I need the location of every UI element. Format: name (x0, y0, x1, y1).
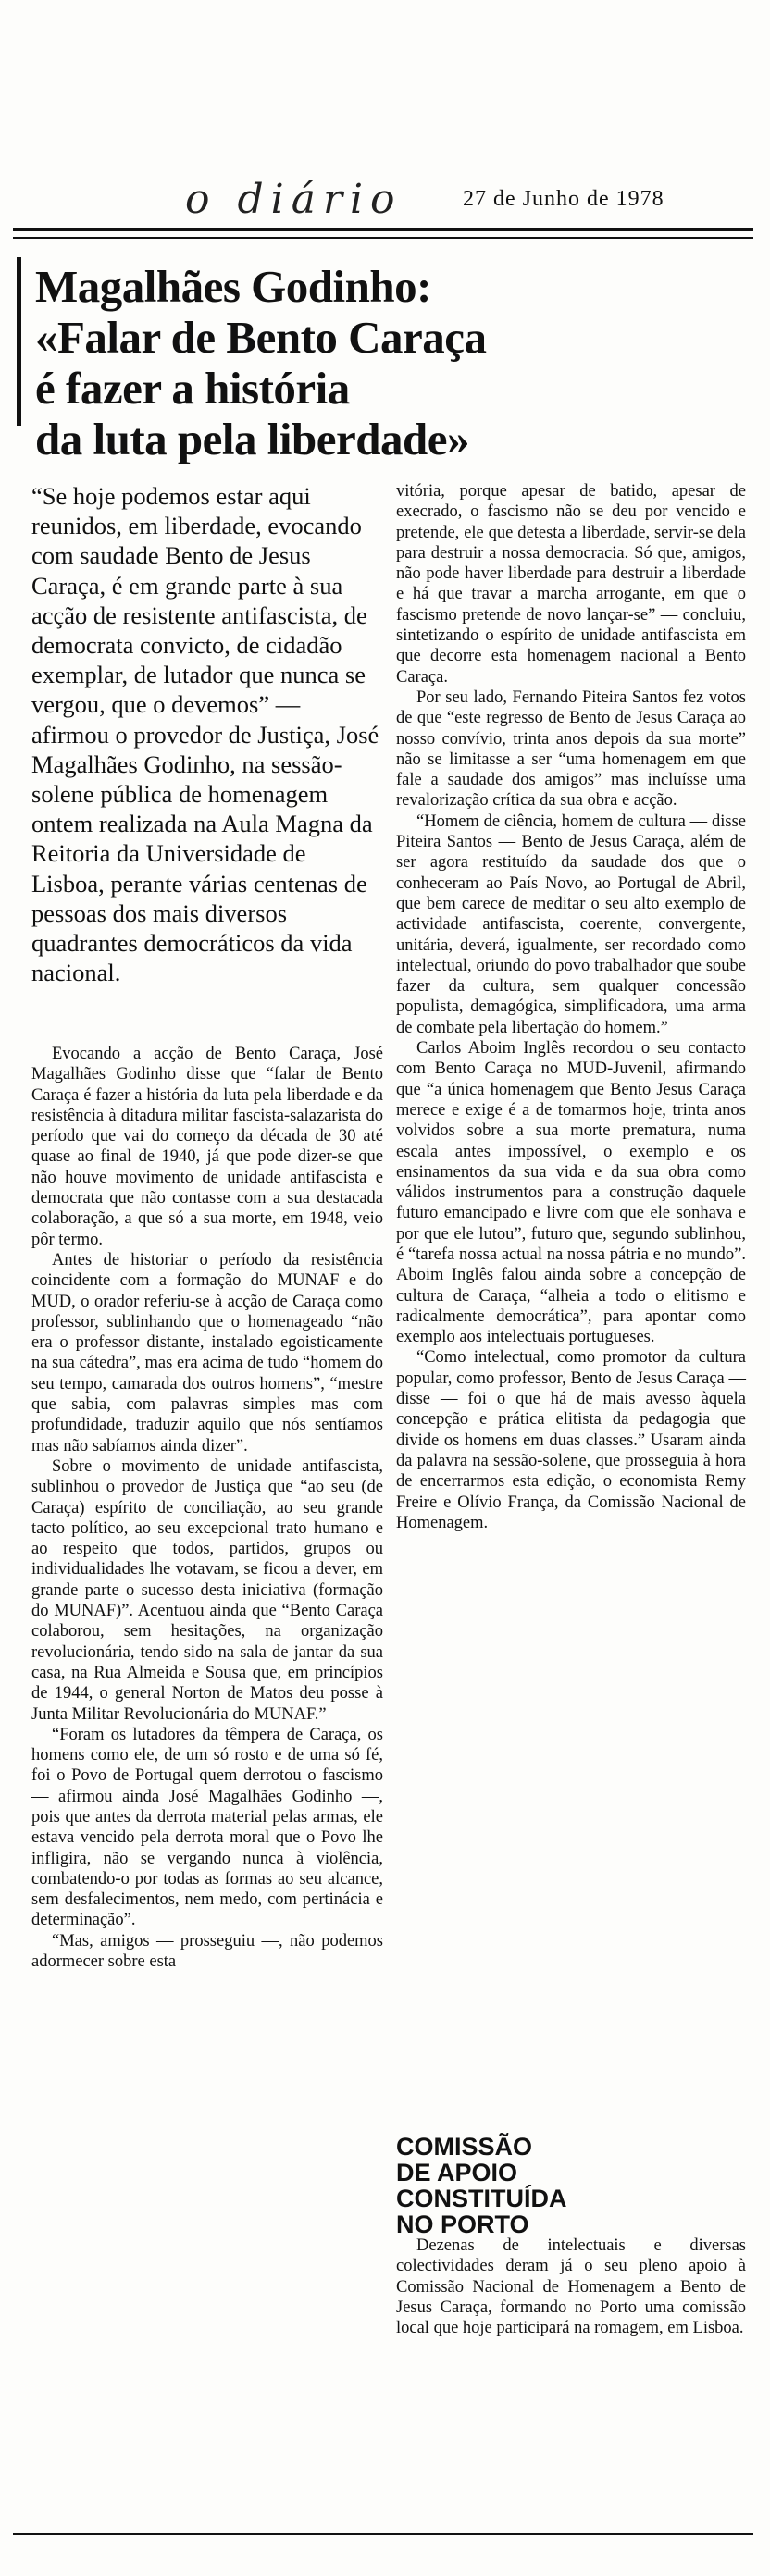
box-headline-line-4: NO PORTO (396, 2211, 529, 2238)
body-paragraph: Por seu lado, Fernando Piteira Santos fez votos de que “este regresso de Bento de Jesus Caraça ao nosso convívio, trinta anos depois da sua morte” não se limitasse a ser “uma homenagem em que fale a saudade dos amigos” mas incluísse uma revalorização crítica da sua obra e acção. (396, 687, 746, 811)
body-paragraph: “Como intelectual, como promotor da cultura popular, como professor, Bento de Jesus Caraça — disse — foi o que há de mais avesso àquela concepção e prática elitista da pedagogia que divide os homens em duas classes.” Usaram ainda da palavra na sessão-solene, que prosseguia à hora de encerrarmos esta edição, o economista Remy Freire e Olívio França, da Comissão Nacional de Homenagem. (396, 1348, 746, 1532)
box-story (396, 2235, 746, 2338)
body-paragraph: Antes de historiar o período da resistência coincidente com a formação do MUNAF e do MUD, o orador referiu-se à acção de Caraça como professor, sublinhando que o homenageado “não era o professor distante, instalado egoisticamente na sua cátedra”, mas era acima de tudo “homem do seu tempo, camarada dos outros homens”, “mestre que sabia, com palavras simples mas com profundidade, traduzir aquilo que nós sentíamos mas não sabíamos ainda dizer”. (31, 1250, 383, 1455)
article-lead: “Se hoje podemos estar aqui reunidos, em liberdade, evocando com saudade Bento de Jesus Caraça, é em grande parte à sua acção de resistente antifascista, de democrata convicto, de cidadão exemplar, de lutador que nunca se vergou, que o devemos” — afirmou o provedor de Justiça, José Magalhães Godinho, na sessão-solene pública de homenagem ontem realizada na Aula Magna da Reitoria da Universidade de Lisboa, perante várias centenas de pessoas dos mais diversos quadrantes democráticos da vida nacional. (31, 482, 379, 987)
headline-line-1: Magalhães Godinho: (35, 261, 431, 312)
masthead-rule-heavy (13, 228, 753, 231)
page-bottom-rule (13, 2533, 753, 2535)
body-paragraph: Sobre o movimento de unidade antifascista, sublinhou o provedor de Justiça que “ao seu (de Caraça) espírito de conciliação, ao seu grande tacto político, ao seu excepcional trato humano e ao respeito que todos, partidos, grupos ou individualidades lhe votavam, se ficou a dever, em grande parte o sucesso desta iniciativa (formação do MUNAF)”. Acentuou ainda que “Bento Caraça colaborou, sem hesitações, na organização revolucionária, tendo sido na sala de jantar da sua casa, na Rua Almeida e Sousa que, em princípios de 1944, o general Norton de Matos deu posse à Junta Militar Revolucionária do MUNAF.” (31, 1456, 383, 1724)
headline-side-bar (17, 257, 21, 426)
issue-date: 27 de Junho de 1978 (463, 187, 664, 211)
box-paragraph: Dezenas de intelectuais e diversas colectividades deram já o seu pleno apoio à Comissão Nacional de Homenagem a Bento de Jesus Caraça, formando no Porto uma comissão local que hoje participará na romagem, em Lisboa. (396, 2236, 746, 2338)
body-paragraph: vitória, porque apesar de batido, apesar de execrado, o fascismo não se deu por vencido e pretende, ele que detesta a liberdade, servir-se dela para destruir a nossa democracia. Só que, amigos, não pode haver liberdade para destruir a liberdade e há que travar a marcha arrogante, em que o fascismo pretende de novo lançar-se” — concluiu, sintetizando o espírito de unidade antifascista em que decorre esta homenagem nacional a Bento Caraça. (396, 482, 746, 687)
box-headline (396, 2134, 748, 2237)
box-headline-line-1: COMISSÃO (396, 2133, 533, 2161)
box-headline-line-3: CONSTITUÍDA (396, 2185, 567, 2212)
headline-line-4: da luta pela liberdade» (35, 414, 470, 464)
body-paragraph: “Mas, amigos — prosseguiu —, não podemos adormecer sobre esta (31, 1931, 383, 1972)
body-paragraph: “Homem de ciência, homem de cultura — disse Piteira Santos — Bento de Jesus Caraça, além de ser agora restituído da saudade dos que o conheceram ao País Novo, ao Portugal de Abril, que bem carece de meditar o seu alto exemplo de actividade antifascista, coerente, convergente, unitária, deverá, igualmente, ser recordado como intelectual, oriundo do povo trabalhador que soube fazer da cultura, sem qualquer concessão populista, demagógica, simplificadora, uma arma de combate pela libertação do homem.” (396, 811, 746, 1037)
right-column (396, 481, 746, 1533)
body-paragraph: Carlos Aboim Inglês recordou o seu contacto com Bento Caraça no MUD-Juvenil, afirmando que “a única homenagem que Bento Jesus Caraça merece e exige é a de tomarmos hoje, trinta anos volvidos sobre a sua morte prematura, numa escala antes impossível, o exemplo e os ensinamentos da sua vida e da sua obra como válidos instrumentos para a construção daquele futuro emancipado e livre com que ele sonhava e por que ele lutou”, futuro que, segundo sublinhou, é “tarefa nossa actual na nossa pátria e no mundo”. Aboim Inglês falou ainda sobre a concepção de cultura de Caraça, “alheia a todo o elitismo e radicalmente democrática”, para apontar como exemplo aos intelectuais portugueses. (396, 1039, 746, 1347)
masthead-rule-thin (13, 237, 753, 239)
box-headline-line-2: DE APOIO (396, 2159, 518, 2186)
headline-line-2: «Falar de Bento Caraça (35, 312, 487, 363)
left-column (31, 1044, 383, 1972)
body-paragraph: Evocando a acção de Bento Caraça, José Magalhães Godinho disse que “falar de Bento Caraça é fazer a história da luta pela liberdade e da resistência à ditadura militar fascista-salazarista do período que vai do começo da década de 30 até quase ao final de 1940, já que pode dizer-se que não houve movimento de unidade antifascista e democrata que não contasse com a sua destacada colaboração, a que só a sua morte, em 1948, veio pôr termo. (31, 1045, 383, 1249)
headline-line-3: é fazer a história (35, 363, 350, 414)
newspaper-logo: o diário (185, 176, 403, 223)
body-paragraph: “Foram os lutadores da têmpera de Caraça, os homens como ele, de um só rosto e de uma só fé, foi o Povo de Portugal quem derrotou o fascismo — afirmou ainda José Magalhães Godinho —, pois que antes da derrota material pelas armas, ele estava vencido pela derrota moral que o Povo lhe infligira, não se vergando nunca à violência, combatendo-o por todas as formas ao seu alcance, sem desfalecimentos, nem medo, com pertinácia e determinação”. (31, 1725, 383, 1930)
article-headline (35, 261, 739, 464)
